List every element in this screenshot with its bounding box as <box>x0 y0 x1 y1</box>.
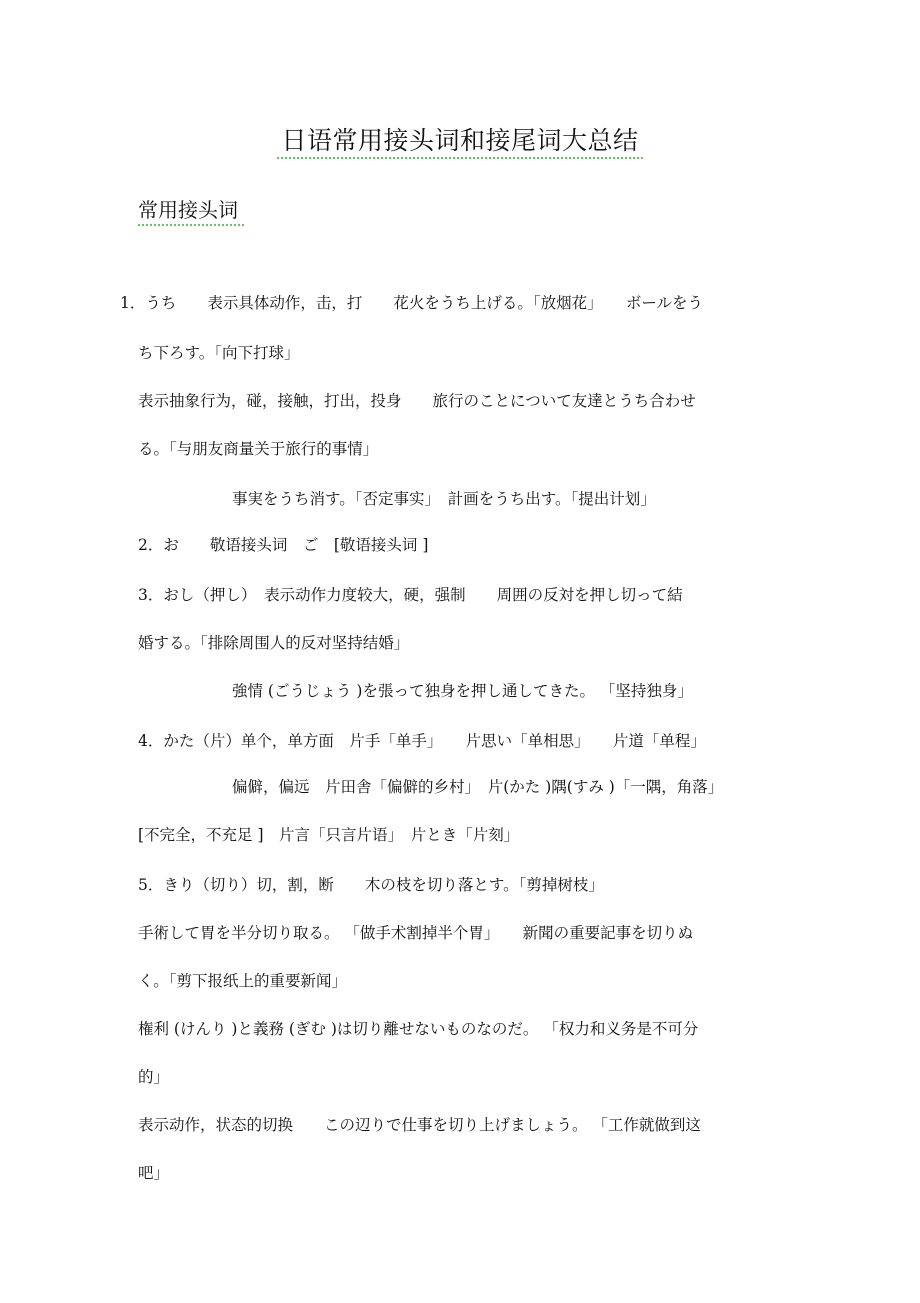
text-line: 2．お 敬语接头词 ご [敬语接头词 ] <box>138 536 429 554</box>
text-line: 1．うち 表示具体动作，击，打 花火をうち上げる。「放烟花」 ボールをう <box>120 294 704 312</box>
text-line: 表示动作，状态的切换 この辺りで仕事を切り上げましょう。 「工作就做到这 <box>138 1116 701 1134</box>
text-line: 5．きり（切り）切，割，断 木の枝を切り落とす。「剪掉树枝」 <box>138 876 604 894</box>
text-line: 権利 (けんり )と義務 (ぎむ )は切り離せないものなのだ。 「权力和义务是不可分 <box>138 1020 699 1038</box>
text-line: 的」 <box>138 1068 170 1086</box>
text-line: 3．おし（押し） 表示动作力度较大，硬，强制 周囲の反対を押し切って結 <box>138 586 683 604</box>
text-line: 事実をうち消す。「否定事实」 計画をうち出す。「提出计划」 <box>232 490 656 508</box>
text-line: 吧」 <box>138 1164 170 1182</box>
text-line: ち下ろす。「向下打球」 <box>138 344 300 362</box>
section-heading <box>138 196 244 224</box>
text-line: 手術して胃を半分切り取る。 「做手术割掉半个胃」 新聞の重要記事を切りぬ <box>138 924 694 942</box>
text-line: 4．かた（片）单个，单方面 片手「单手」 片思い「单相思」 片道「单程」 <box>138 732 706 750</box>
text-line: [不完全，不充足 ] 片言「只言片语」 片とき「片刻」 <box>138 826 520 844</box>
text-line: 婚する。「排除周围人的反对坚持结婚」 <box>138 634 410 652</box>
text-line: 表示抽象行为，碰，接触，打出，投身 旅行のことについて友達とうち合わせ <box>138 392 696 410</box>
page-title-text: 日语常用接头词和接尾词大总结 <box>277 126 642 159</box>
text-line: 偏僻，偏远 片田舎「偏僻的乡村」 片(かた )隅(すみ )「一隅，角落」 <box>232 778 724 796</box>
text-line: く。「剪下报纸上的重要新闻」 <box>138 972 347 990</box>
text-line: 強情 (ごうじょう )を張って独身を押し通してきた。 「坚持独身」 <box>232 682 693 700</box>
text-line: る。「与朋友商量关于旅行的事情」 <box>138 440 379 458</box>
page-title <box>0 124 920 158</box>
section-heading-text: 常用接头词 <box>138 198 244 226</box>
